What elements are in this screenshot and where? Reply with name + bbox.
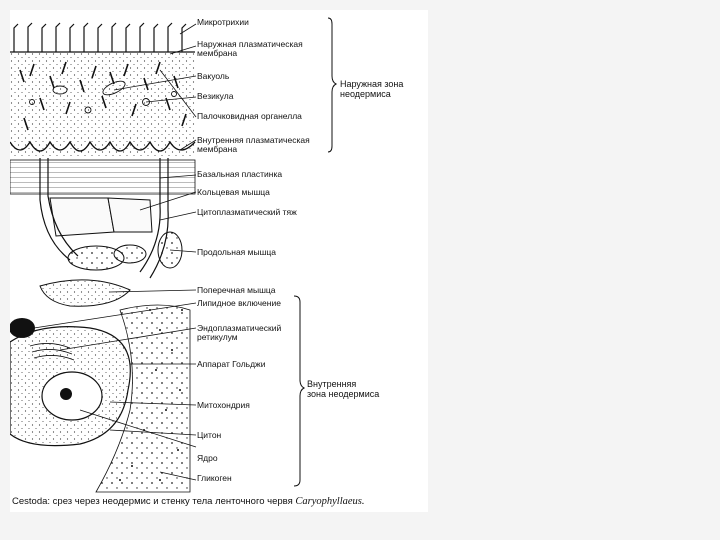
inner-zone-brace bbox=[294, 296, 304, 486]
microtriches bbox=[10, 23, 195, 52]
label-outer-membrane-2: мембрана bbox=[197, 48, 238, 58]
label-inner-membrane-2: мембрана bbox=[197, 144, 238, 154]
zone-inner-1: Внутренняя bbox=[307, 379, 357, 389]
label-cytoplasmic-strand: Цитоплазматический тяж bbox=[197, 207, 297, 217]
nucleolus bbox=[60, 388, 72, 400]
label-glycogen: Гликоген bbox=[197, 473, 232, 483]
outer-zone-brace bbox=[328, 18, 336, 152]
label-nucleus: Ядро bbox=[197, 453, 218, 463]
label-outer-membrane-1: Наружная плазматическая bbox=[197, 39, 303, 49]
label-inner-membrane-1: Внутренняя плазматическая bbox=[197, 135, 310, 145]
label-ring-muscle: Кольцевая мышца bbox=[197, 187, 270, 197]
nucleus bbox=[42, 372, 102, 420]
caption-text: Cestoda: срез через неодермис и стенку тела ленточного червя bbox=[12, 496, 293, 507]
label-transverse-muscle: Поперечная мышца bbox=[197, 285, 276, 295]
label-er-1: Эндоплазматический bbox=[197, 323, 282, 333]
transverse-muscle bbox=[40, 280, 130, 306]
label-golgi: Аппарат Гольджи bbox=[197, 359, 266, 369]
figure-sheet bbox=[10, 10, 428, 512]
label-cyton: Цитон bbox=[197, 430, 222, 440]
ring-muscle bbox=[50, 198, 152, 236]
label-lipid-inclusion: Липидное включение bbox=[197, 298, 281, 308]
label-basal-lamina: Базальная пластинка bbox=[197, 169, 283, 179]
longitudinal-muscle bbox=[68, 232, 182, 270]
label-microtriches: Микротрихии bbox=[197, 17, 249, 27]
zone-outer-2: неодермиса bbox=[340, 89, 391, 99]
label-vacuole: Вакуоль bbox=[197, 71, 230, 81]
label-er-2: ретикулум bbox=[197, 332, 238, 342]
label-longitudinal-muscle: Продольная мышца bbox=[197, 247, 277, 257]
label-vesicle: Везикула bbox=[197, 91, 234, 101]
figure-caption bbox=[12, 496, 365, 507]
caption-species: Caryophyllaeus. bbox=[295, 496, 365, 507]
label-mitochondrion: Митохондрия bbox=[197, 400, 250, 410]
zone-outer-1: Наружная зона bbox=[340, 79, 404, 89]
zone-inner-2: зона неодермиса bbox=[307, 389, 380, 399]
label-rod-organelle: Палочковидная органелла bbox=[197, 111, 302, 121]
outer-syncytium bbox=[10, 53, 195, 158]
